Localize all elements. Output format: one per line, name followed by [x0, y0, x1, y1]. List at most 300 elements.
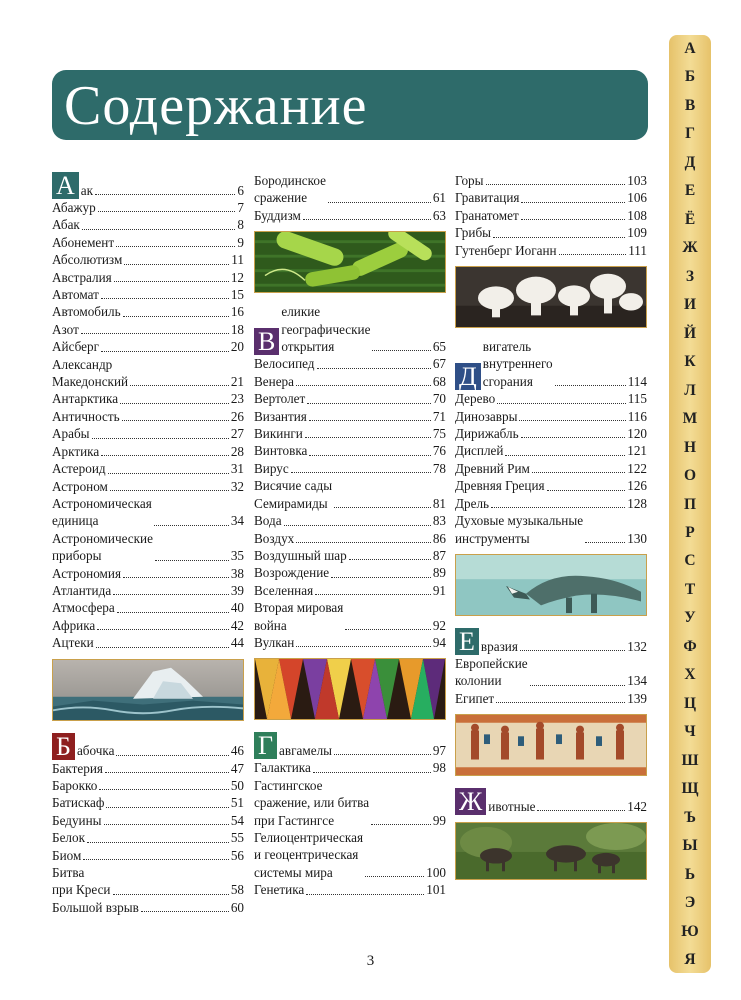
entry-page: 68: [432, 373, 446, 389]
alphabet-letter[interactable]: Г: [685, 125, 695, 143]
leader-dots: [519, 420, 625, 421]
toc-entry[interactable]: [254, 460, 446, 477]
entry-title: Древняя Греция: [455, 478, 545, 494]
section-e: [455, 628, 647, 707]
leader-dots: [328, 202, 431, 203]
leader-dots: [585, 542, 625, 543]
entry-title: вразия: [480, 638, 518, 654]
entry-page: 76: [432, 443, 446, 459]
alphabet-letter[interactable]: Т: [684, 580, 696, 598]
leader-dots: [334, 507, 431, 508]
alphabet-letter[interactable]: И: [683, 296, 697, 314]
entry-title: Атлантида: [52, 582, 112, 598]
entry-page: 106: [627, 190, 647, 206]
entry-page: 31: [230, 461, 244, 477]
toc-entry[interactable]: [52, 733, 244, 760]
toc-entry[interactable]: [455, 442, 647, 459]
entry-title: Айсберг: [52, 339, 99, 355]
entry-page: 75: [432, 426, 446, 442]
toc-entry[interactable]: [52, 234, 244, 251]
entry-page: 120: [627, 426, 647, 442]
alphabet-letter[interactable]: К: [684, 353, 696, 371]
toc-entry[interactable]: [254, 564, 446, 581]
entry-title: Грибы: [455, 225, 492, 241]
toc-entry[interactable]: [254, 390, 446, 407]
alphabet-letter[interactable]: Ё: [684, 210, 696, 228]
toc-entry[interactable]: [52, 847, 244, 864]
entry-page: 108: [627, 207, 647, 223]
entry-page: 35: [230, 548, 244, 564]
entry-title: ивотные: [488, 798, 536, 814]
alphabet-letter[interactable]: Ч: [684, 723, 696, 741]
entry-page: 98: [432, 760, 446, 776]
leader-dots: [97, 629, 229, 630]
leader-dots: [104, 824, 229, 825]
leader-dots: [313, 772, 431, 773]
entry-page: 15: [230, 287, 244, 303]
toc-entry[interactable]: [455, 477, 647, 494]
toc-entry[interactable]: [52, 634, 244, 651]
leader-dots: [530, 685, 626, 686]
entry-page: 16: [230, 304, 244, 320]
leader-dots: [113, 894, 229, 895]
entry-title: Арктика: [52, 443, 100, 459]
toc-entry[interactable]: [52, 269, 244, 286]
leader-dots: [521, 202, 625, 203]
toc-entry[interactable]: [254, 172, 446, 207]
toc-entry[interactable]: [455, 512, 647, 547]
section-b: [52, 733, 244, 917]
entry-title: Абажур: [52, 200, 96, 215]
alphabet-letter[interactable]: П: [683, 495, 697, 513]
section-letter-g: Г: [254, 732, 277, 759]
toc-entry[interactable]: [455, 408, 647, 425]
toc-entry[interactable]: [52, 617, 244, 634]
leader-dots: [306, 894, 424, 895]
entry-page: 44: [230, 635, 244, 651]
entry-title: Барокко: [52, 777, 98, 793]
toc-entry[interactable]: [254, 512, 446, 529]
leader-dots: [365, 876, 424, 877]
leader-dots: [83, 859, 228, 860]
entry-title: Динозавры: [455, 408, 518, 424]
toc-entry[interactable]: [52, 478, 244, 495]
entry-title: авгамелы: [279, 742, 333, 758]
entry-title: Воздух: [254, 530, 295, 546]
entry-title: Большой взрыв: [52, 899, 139, 915]
toc-entry[interactable]: [52, 172, 244, 199]
entry-page: 21: [230, 374, 244, 390]
entry-title: вигатель внутреннего сгорания: [482, 339, 553, 389]
toc-entry[interactable]: [52, 812, 244, 829]
toc-entry[interactable]: [254, 634, 446, 651]
toc-entry[interactable]: [52, 495, 244, 530]
entry-title: Александр Македонский: [52, 356, 129, 390]
leader-dots: [96, 647, 229, 648]
entry-title: Вторая мировая война: [254, 600, 344, 633]
toc-entry[interactable]: [455, 207, 647, 224]
page-title: Содержание: [64, 75, 368, 137]
toc-entry[interactable]: [52, 199, 244, 216]
entry-title: Дисплей: [455, 443, 504, 459]
toc-entry[interactable]: [52, 321, 244, 338]
toc-entry[interactable]: [254, 599, 446, 634]
entry-page: 134: [627, 673, 647, 689]
toc-entry[interactable]: [254, 582, 446, 599]
section-g: [254, 732, 446, 898]
entry-title: еликие географические открытия: [281, 304, 371, 355]
alphabet-letter[interactable]: Э: [684, 894, 696, 912]
leader-dots: [505, 455, 625, 456]
toc-entry[interactable]: [52, 582, 244, 599]
leader-dots: [493, 237, 625, 238]
entry-title: Викинги: [254, 426, 303, 442]
entry-title: Древний Рим: [455, 460, 530, 476]
alphabet-letter[interactable]: Д: [684, 153, 696, 171]
leader-dots: [108, 473, 229, 474]
entry-page: 6: [237, 182, 244, 198]
entry-title: Гранатомет: [455, 207, 519, 223]
toc-entry[interactable]: [52, 443, 244, 460]
entry-title: Антарктика: [52, 391, 119, 407]
entry-page: 42: [230, 617, 244, 633]
toc-entry[interactable]: [455, 628, 647, 655]
entry-page: 18: [230, 321, 244, 337]
leader-dots: [123, 316, 229, 317]
entry-title: Европейские колонии: [455, 655, 528, 689]
entry-title: Батискаф: [52, 795, 105, 811]
entry-page: 39: [230, 582, 244, 598]
toc-entry[interactable]: [52, 216, 244, 233]
entry-title: Автомат: [52, 287, 99, 303]
toc-entry[interactable]: [52, 425, 244, 442]
entry-title: Буддизм: [254, 207, 301, 223]
alphabet-letter[interactable]: А: [684, 40, 696, 57]
toc-entry[interactable]: [455, 425, 647, 442]
toc-entry[interactable]: [52, 408, 244, 425]
toc-entry[interactable]: [254, 547, 446, 564]
alphabet-letter[interactable]: Ш: [681, 751, 699, 769]
entry-page: 56: [230, 847, 244, 863]
entry-title: Битва при Креси: [52, 865, 111, 898]
entry-page: 27: [230, 426, 244, 442]
leader-dots: [101, 298, 229, 299]
alphabet-letter[interactable]: Х: [684, 666, 696, 684]
alphabet-letter[interactable]: М: [682, 410, 698, 428]
entry-page: 81: [432, 495, 446, 511]
leader-dots: [284, 525, 431, 526]
entry-page: 130: [627, 530, 647, 546]
toc-entry[interactable]: [455, 189, 647, 206]
alphabet-letter[interactable]: У: [684, 609, 696, 627]
leader-dots: [120, 403, 229, 404]
entry-page: 91: [432, 582, 446, 598]
leader-dots: [98, 211, 236, 212]
leader-dots: [296, 385, 431, 386]
toc-entry[interactable]: [52, 864, 244, 899]
entry-page: 78: [432, 460, 446, 476]
entry-page: 7: [237, 200, 244, 215]
toc-column-2: [254, 172, 446, 899]
section-letter-v: В: [254, 328, 279, 355]
entry-page: 111: [628, 242, 647, 258]
entry-title: Дерево: [455, 391, 496, 407]
alphabet-letter[interactable]: Ф: [683, 637, 697, 655]
section-b-continued: [254, 172, 446, 224]
entry-title: Автомобиль: [52, 304, 121, 320]
alphabet-letter[interactable]: Ю: [681, 922, 699, 940]
toc-entry[interactable]: [254, 207, 446, 224]
toc-entry[interactable]: [52, 565, 244, 582]
alphabet-letter[interactable]: О: [683, 467, 697, 485]
entry-page: 11: [231, 252, 244, 268]
toc-entry[interactable]: [52, 356, 244, 391]
entry-page: 61: [432, 190, 446, 206]
alphabet-letter[interactable]: Е: [684, 182, 696, 200]
leader-dots: [154, 525, 229, 526]
entry-page: 60: [230, 899, 244, 915]
alphabet-letter[interactable]: Ъ: [684, 808, 696, 826]
toc-entry[interactable]: [455, 172, 647, 189]
leader-dots: [521, 437, 626, 438]
section-v: [254, 303, 446, 651]
entry-title: Дирижабль: [455, 426, 519, 442]
entry-title: Астроном: [52, 478, 108, 494]
alphabet-letter[interactable]: Ь: [684, 865, 696, 883]
entry-page: 51: [230, 795, 244, 811]
entry-title: Астрономия: [52, 565, 122, 581]
entry-page: 122: [627, 460, 647, 476]
leader-dots: [110, 490, 229, 491]
entry-title: Африка: [52, 617, 96, 633]
entry-page: 26: [230, 408, 244, 424]
entry-page: 100: [426, 864, 446, 880]
toc-entry[interactable]: [52, 338, 244, 355]
leader-dots: [87, 842, 229, 843]
entry-title: Биом: [52, 847, 82, 863]
entry-page: 55: [230, 830, 244, 846]
leader-dots: [114, 281, 229, 282]
toc-entry[interactable]: [455, 224, 647, 241]
entry-title: Абсолютизм: [52, 252, 123, 268]
alphabet-letter[interactable]: Й: [683, 324, 697, 342]
entry-page: 128: [627, 495, 647, 511]
section-d: [455, 338, 647, 547]
entry-title: Австралия: [52, 269, 112, 285]
entry-page: 89: [432, 565, 446, 581]
entry-page: 8: [237, 217, 244, 233]
entry-page: 63: [432, 207, 446, 223]
alphabet-letter[interactable]: Щ: [681, 780, 699, 798]
leader-dots: [521, 219, 626, 220]
leader-dots: [101, 455, 229, 456]
alphabet-letter[interactable]: З: [685, 267, 695, 285]
entry-title: Бородинское сражение: [254, 173, 326, 206]
toc-entry[interactable]: [254, 732, 446, 759]
toc-entry[interactable]: [52, 899, 244, 916]
entry-title: Дрель: [455, 495, 490, 511]
toc-entry[interactable]: [52, 777, 244, 794]
entry-title: Ацтеки: [52, 635, 94, 651]
leader-dots: [331, 577, 431, 578]
alphabet-letter[interactable]: Л: [684, 381, 696, 399]
entry-page: 121: [627, 443, 647, 459]
toc-entry[interactable]: [52, 794, 244, 811]
toc-entry[interactable]: [52, 303, 244, 320]
leader-dots: [106, 807, 228, 808]
entry-page: 47: [230, 760, 244, 776]
toc-entry[interactable]: [254, 777, 446, 829]
entry-title: Вулкан: [254, 634, 295, 650]
entry-title: Венера: [254, 373, 295, 389]
wildebeest-photo: [455, 822, 647, 880]
iceberg-illustration: [52, 659, 244, 721]
egyptian-fresco: [455, 714, 647, 776]
toc-entry[interactable]: [254, 442, 446, 459]
alphabet-letter[interactable]: Ц: [683, 694, 697, 712]
toc-entry[interactable]: [254, 303, 446, 355]
leader-dots: [309, 455, 430, 456]
entry-title: Атмосфера: [52, 600, 115, 616]
entry-title: Астрономическая единица: [52, 495, 152, 529]
leader-dots: [155, 560, 229, 561]
leader-dots: [122, 420, 229, 421]
leader-dots: [124, 264, 229, 265]
leader-dots: [81, 333, 229, 334]
entry-title: Гелиоцентрическая и геоцентрическая системы мира: [254, 829, 364, 880]
entry-title: Арабы: [52, 426, 90, 442]
entry-title: Вертолет: [254, 391, 306, 407]
entry-title: Гастингское сражение, или битва при Гастингсе: [254, 777, 370, 828]
page-number: 3: [366, 953, 375, 969]
entry-title: Гравитация: [455, 190, 520, 206]
entry-page: 71: [432, 408, 446, 424]
toc-entry[interactable]: [52, 460, 244, 477]
entry-page: 28: [230, 443, 244, 459]
leader-dots: [130, 385, 229, 386]
toc-entry[interactable]: [455, 690, 647, 707]
alphabet-letter[interactable]: Ы: [682, 837, 698, 855]
leader-dots: [113, 594, 229, 595]
entry-page: 83: [432, 513, 446, 529]
section-g-continued: [455, 172, 647, 259]
section-letter-d: Д: [455, 363, 481, 390]
entry-title: Египет: [455, 690, 495, 706]
entry-page: 67: [432, 356, 446, 372]
toc-entry[interactable]: [254, 881, 446, 898]
entry-title: Астрономические приборы: [52, 530, 153, 564]
entry-title: Гутенберг Иоганн: [455, 242, 557, 258]
toc-entry[interactable]: [455, 655, 647, 690]
toc-entry[interactable]: [455, 390, 647, 407]
alphabet-letter[interactable]: Ж: [682, 239, 698, 257]
entry-page: 101: [426, 882, 446, 898]
entry-page: 40: [230, 600, 244, 616]
alphabet-letter[interactable]: С: [684, 552, 696, 570]
leader-dots: [491, 507, 625, 508]
toc-column-1: [52, 172, 244, 916]
entry-title: Висячие сады Семирамиды: [254, 478, 333, 511]
entry-title: Воздушный шар: [254, 547, 347, 563]
toc-entry[interactable]: [254, 530, 446, 547]
entry-page: 94: [432, 634, 446, 650]
entry-page: 126: [627, 478, 647, 494]
toc-entry[interactable]: [52, 530, 244, 565]
entry-title: Велосипед: [254, 356, 315, 372]
dinosaur-illustration: [455, 554, 647, 616]
toc-entry[interactable]: [52, 251, 244, 268]
leader-dots: [101, 351, 229, 352]
alphabet-letter[interactable]: Б: [684, 68, 696, 86]
entry-page: 139: [627, 690, 647, 706]
toc-entry[interactable]: [455, 788, 647, 815]
alphabet-letter[interactable]: Я: [684, 951, 696, 968]
toc-entry[interactable]: [254, 759, 446, 776]
toc-entry[interactable]: [52, 286, 244, 303]
toc-entry[interactable]: [254, 355, 446, 372]
entry-title: Генетика: [254, 882, 305, 898]
toc-entry[interactable]: [254, 425, 446, 442]
toc-entry[interactable]: [455, 495, 647, 512]
entry-title: Абак: [52, 217, 80, 233]
entry-title: Белок: [52, 830, 86, 846]
bacteria-illustration: [254, 231, 446, 293]
leader-dots: [315, 594, 431, 595]
section-letter-b: Б: [52, 733, 75, 760]
leader-dots: [116, 246, 235, 247]
entry-title: Византия: [254, 408, 307, 424]
toc-entry[interactable]: [52, 599, 244, 616]
toc-entry[interactable]: [455, 460, 647, 477]
toc-entry[interactable]: [254, 408, 446, 425]
alphabet-index: [669, 35, 711, 973]
entry-title: Духовые музыкальные инструменты: [455, 513, 584, 546]
alphabet-letter[interactable]: Р: [685, 523, 695, 541]
entry-title: Азот: [52, 321, 79, 337]
entry-title: Абонемент: [52, 234, 115, 250]
leader-dots: [496, 702, 625, 703]
toc-entry[interactable]: [455, 242, 647, 259]
section-a: [52, 172, 244, 652]
entry-page: 92: [432, 617, 446, 633]
toc-entry[interactable]: [52, 390, 244, 407]
entry-page: 65: [432, 339, 446, 355]
entry-page: 34: [230, 513, 244, 529]
toc-entry[interactable]: [52, 829, 244, 846]
section-letter-a: А: [52, 172, 79, 199]
entry-page: 9: [237, 234, 244, 250]
toc-entry[interactable]: [254, 829, 446, 881]
toc-entry[interactable]: [254, 477, 446, 512]
entry-title: Бедуины: [52, 812, 102, 828]
leader-dots: [345, 629, 430, 630]
entry-page: 99: [432, 812, 446, 828]
leader-dots: [371, 824, 431, 825]
toc-entry[interactable]: [455, 338, 647, 390]
entry-title: Вода: [254, 513, 282, 529]
leader-dots: [486, 184, 626, 185]
leader-dots: [309, 420, 431, 421]
leader-dots: [307, 403, 431, 404]
leader-dots: [559, 254, 627, 255]
toc-entry[interactable]: [254, 373, 446, 390]
entry-page: 97: [432, 742, 446, 758]
alphabet-letter[interactable]: Н: [683, 438, 697, 456]
alphabet-letter[interactable]: В: [684, 96, 696, 114]
entry-page: 132: [627, 638, 647, 654]
toc-entry[interactable]: [52, 760, 244, 777]
entry-page: 50: [230, 777, 244, 793]
